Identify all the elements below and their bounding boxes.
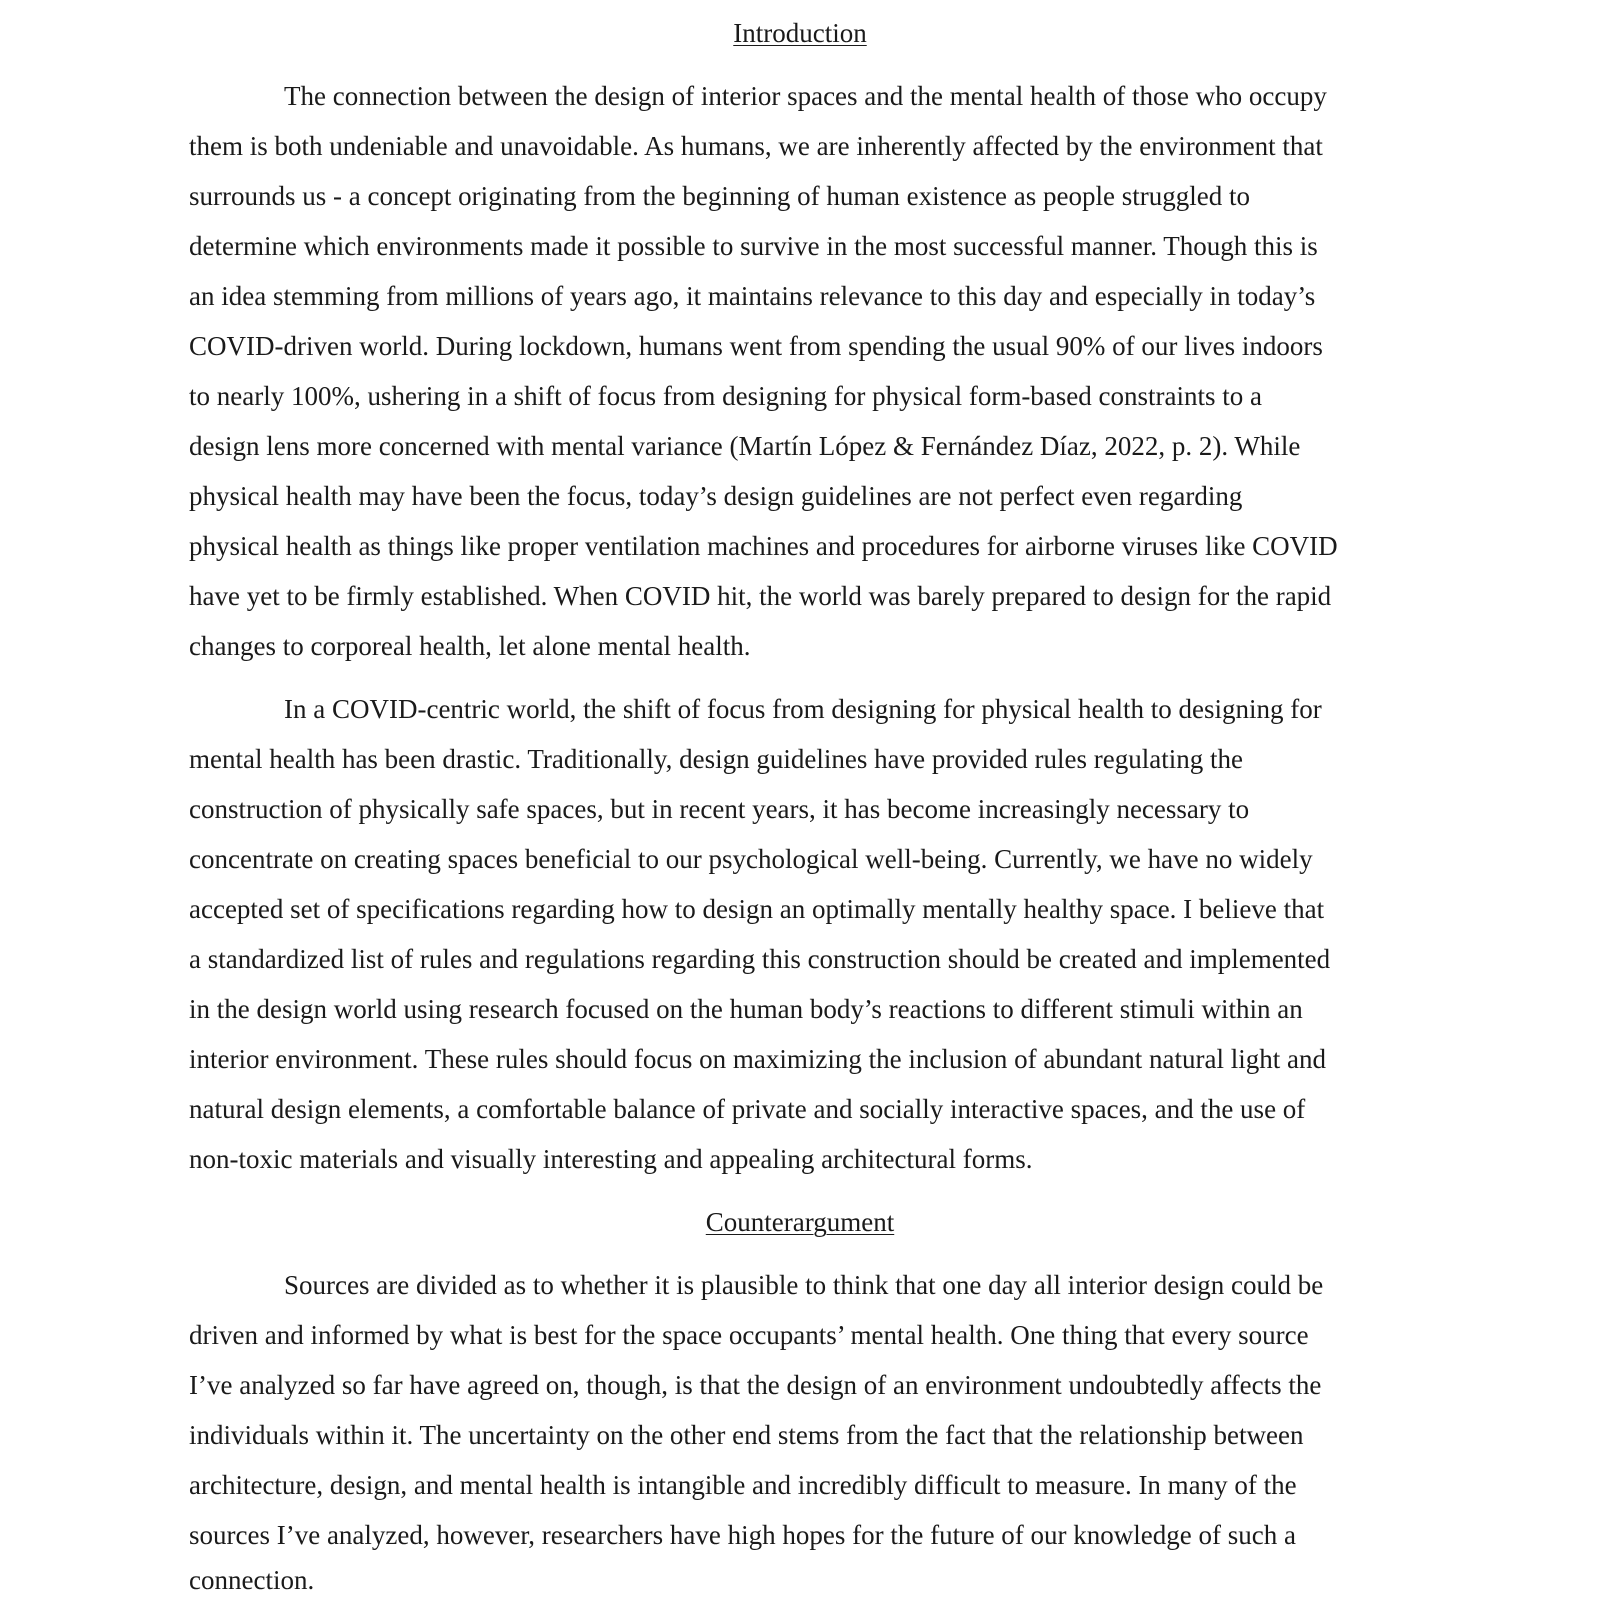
text-line: physical health may have been the focus, today’s design guidelines are not perfect even regarding [189,481,1243,511]
text-line: sources I’ve analyzed, however, researchers have high hopes for the future of our knowledge of such a [189,1520,1296,1550]
text-line: surrounds us - a concept originating from the beginning of human existence as people struggled to [189,181,1250,211]
text-line: design lens more concerned with mental variance (Martín López & Fernández Díaz, 2022, p. 2). While [189,431,1301,461]
text-line: an idea stemming from millions of years ago, it maintains relevance to this day and especially in today’s [189,281,1316,311]
text-line: Sources are divided as to whether it is plausible to think that one day all interior design could be [284,1270,1324,1300]
text-line: them is both undeniable and unavoidable. As humans, we are inherently affected by the environment that [189,131,1323,161]
text-line: The connection between the design of interior spaces and the mental health of those who occupy [284,81,1327,111]
text-line: connection. [189,1565,315,1595]
text-line: determine which environments made it possible to survive in the most successful manner. Though this is [189,231,1318,261]
text-line: physical health as things like proper ventilation machines and procedures for airborne viruses like COVID [189,531,1338,561]
text-line: concentrate on creating spaces beneficial to our psychological well-being. Currently, we have no widely [189,844,1313,874]
text-line: driven and informed by what is best for the space occupants’ mental health. One thing that every source [189,1320,1309,1350]
text-line: I’ve analyzed so far have agreed on, though, is that the design of an environment undoubtedly affects the [189,1370,1322,1400]
heading-introduction: Introduction [733,18,867,48]
text-line: a standardized list of rules and regulations regarding this construction should be created and implemented [189,944,1331,974]
text-line: In a COVID-centric world, the shift of focus from designing for physical health to designing for [284,694,1322,724]
text-line: accepted set of specifications regarding how to design an optimally mentally healthy space. I believe that [189,894,1325,924]
text-line: changes to corporeal health, let alone mental health. [189,631,751,661]
text-line: non-toxic materials and visually interesting and appealing architectural forms. [189,1144,1033,1174]
text-line: have yet to be firmly established. When COVID hit, the world was barely prepared to design for the rapid [189,581,1332,611]
text-line: to nearly 100%, ushering in a shift of focus from designing for physical form-based constraints to a [189,381,1262,411]
text-line: individuals within it. The uncertainty on the other end stems from the fact that the relationship between [189,1420,1304,1450]
text-line: mental health has been drastic. Traditionally, design guidelines have provided rules regulating the [189,744,1243,774]
text-line: natural design elements, a comfortable balance of private and socially interactive spaces, and the use of [189,1094,1306,1124]
heading-counterargument: Counterargument [705,1207,895,1237]
text-line: architecture, design, and mental health is intangible and incredibly difficult to measure. In many of the [189,1470,1297,1500]
text-line: interior environment. These rules should focus on maximizing the inclusion of abundant natural light and [189,1044,1327,1074]
text-line: construction of physically safe spaces, but in recent years, it has become increasingly necessary to [189,794,1250,824]
text-line: in the design world using research focused on the human body’s reactions to different stimuli within an [189,994,1303,1024]
text-line: COVID-driven world. During lockdown, humans went from spending the usual 90% of our lives indoors [189,331,1323,361]
